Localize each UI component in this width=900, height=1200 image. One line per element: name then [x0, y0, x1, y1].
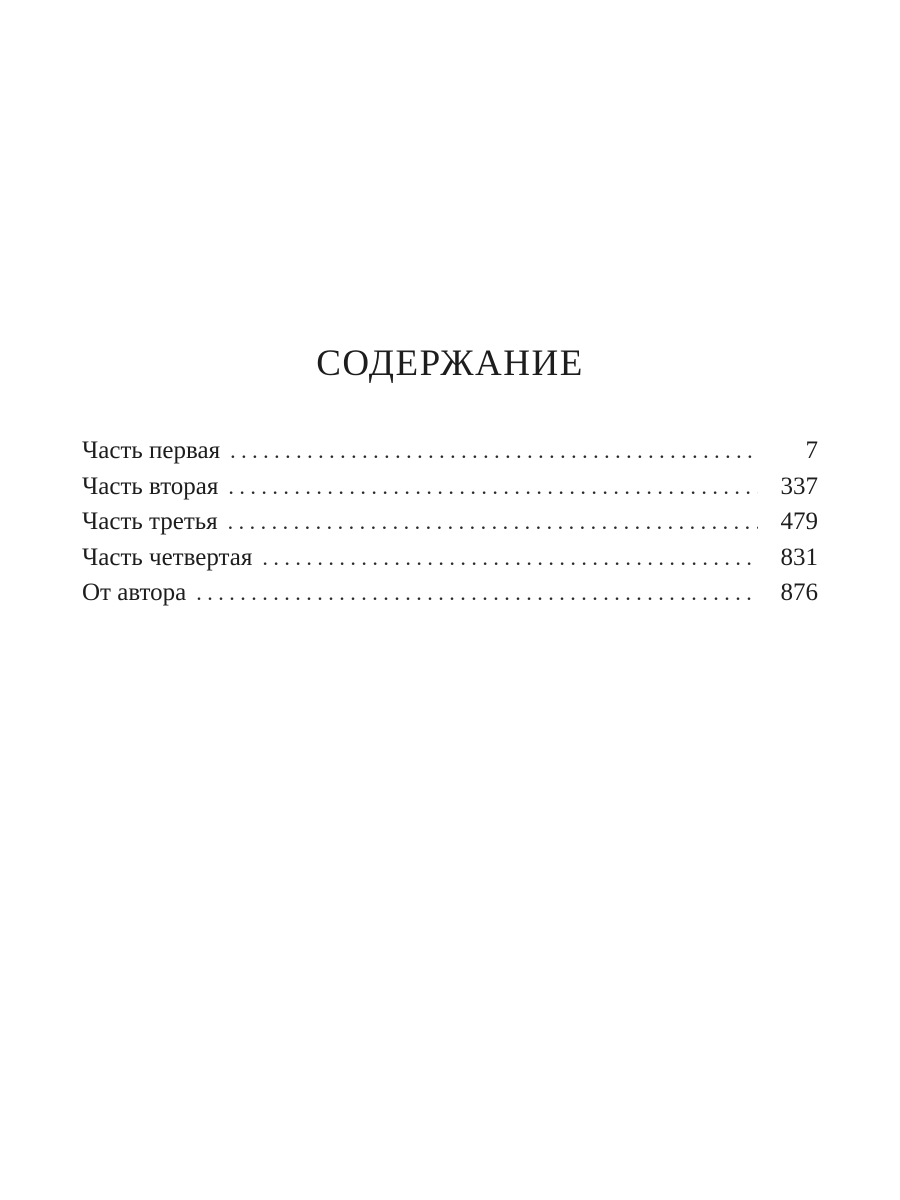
- toc-entry-page: 479: [780, 508, 818, 535]
- dot-leader: [196, 575, 758, 611]
- dot-leader: [228, 469, 758, 505]
- toc-entry-page: 876: [780, 579, 818, 606]
- table-of-contents: [82, 433, 818, 611]
- toc-entry: [82, 504, 818, 540]
- toc-entry-page: 7: [805, 437, 818, 464]
- toc-entry: [82, 540, 818, 576]
- toc-entry-label: Часть первая: [82, 437, 221, 464]
- toc-entry-label: От автора: [82, 579, 187, 606]
- toc-entry-page: 831: [780, 543, 818, 571]
- toc-entry: [82, 469, 818, 505]
- toc-entry-label: Часть четвертая: [82, 543, 253, 571]
- toc-entry-label: Часть вторая: [82, 472, 219, 500]
- dot-leader: [228, 504, 758, 540]
- toc-entry: [82, 575, 818, 611]
- dot-leader: [230, 433, 758, 469]
- dot-leader: [262, 540, 758, 576]
- page-title: СОДЕРЖАНИЕ: [316, 343, 584, 384]
- toc-entry: [82, 433, 818, 469]
- toc-entry-page: 337: [780, 472, 818, 500]
- toc-entry-label: Часть третья: [82, 508, 218, 535]
